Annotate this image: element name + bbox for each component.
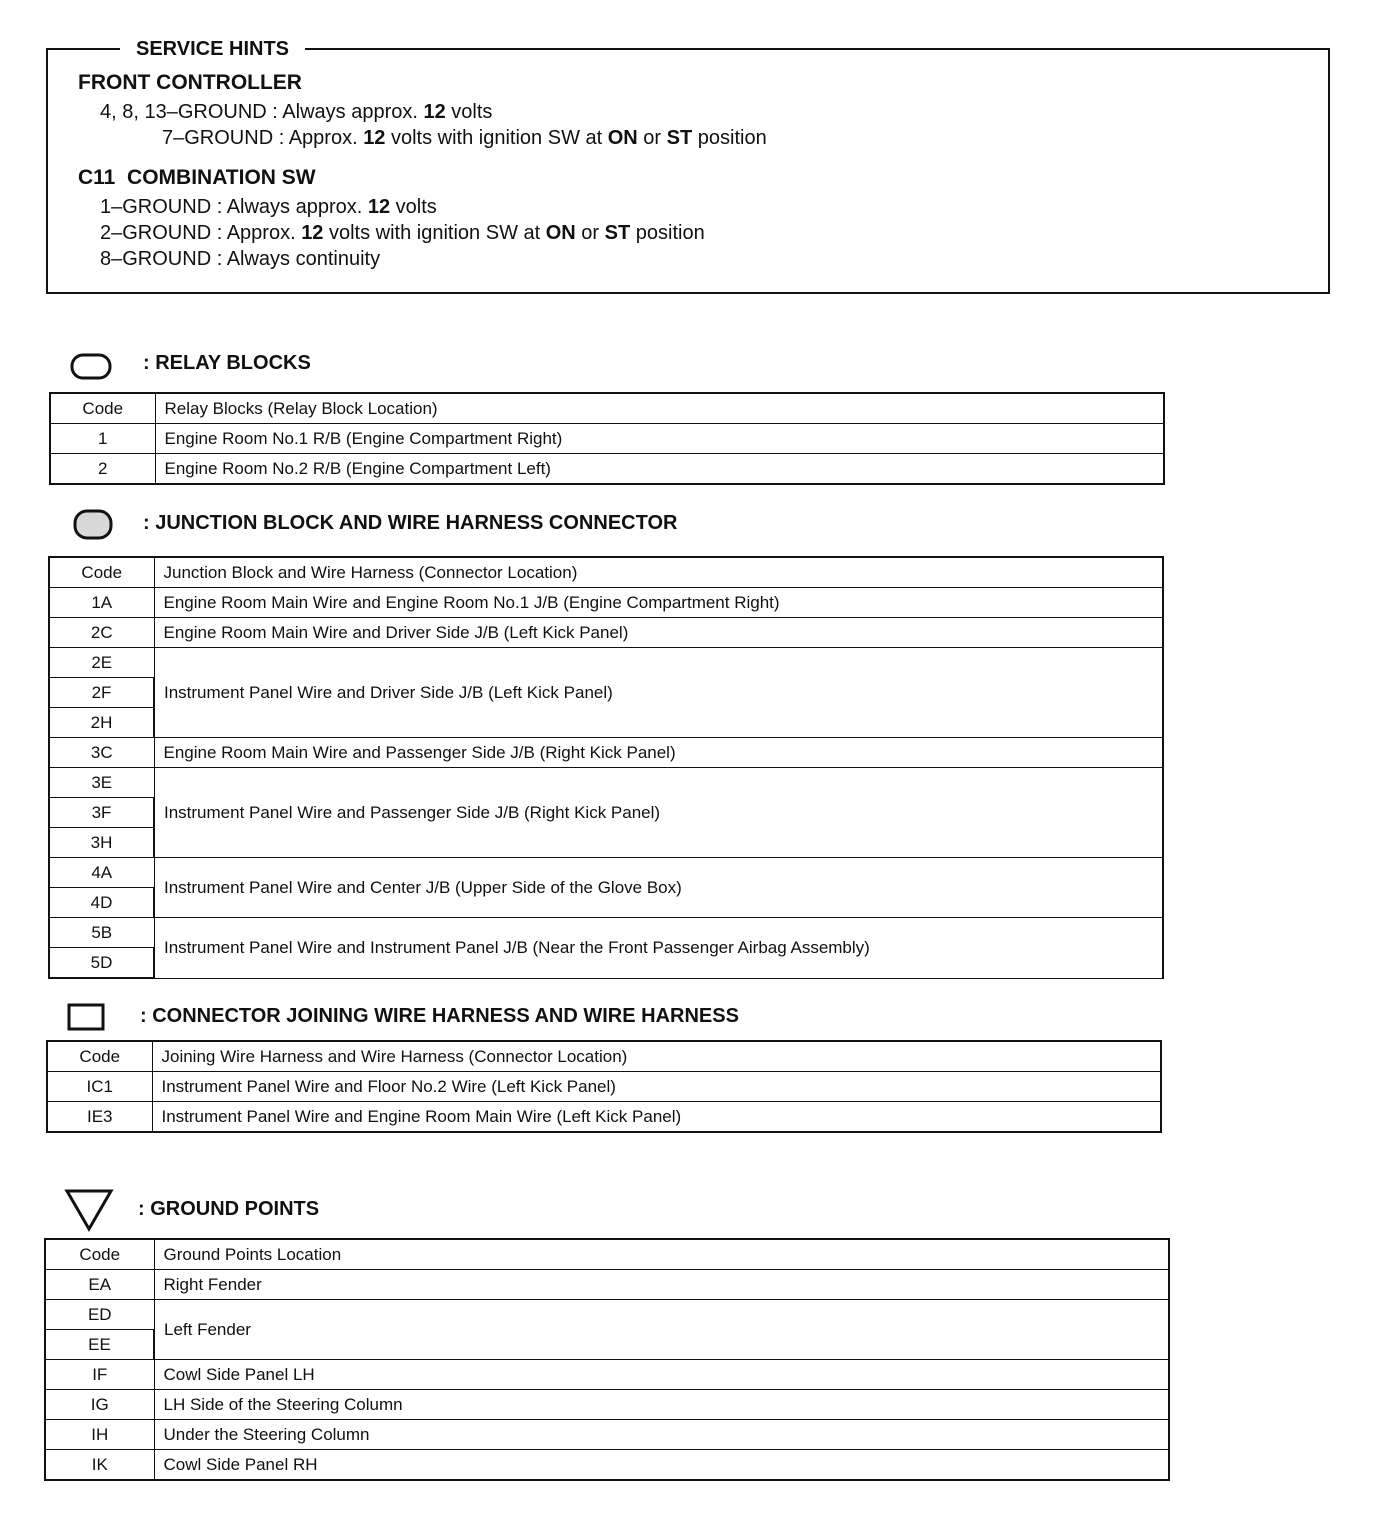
desc-cell: Instrument Panel Wire and Center J/B (Upper Side of the Glove Box) <box>154 858 1163 918</box>
code-cell: 2H <box>49 708 154 738</box>
code-cell: IK <box>45 1450 154 1481</box>
desc-cell: Engine Room Main Wire and Passenger Side J/B (Right Kick Panel) <box>154 738 1163 768</box>
table-row <box>49 588 1163 618</box>
desc-cell: Engine Room Main Wire and Engine Room No.1 J/B (Engine Compartment Right) <box>154 588 1163 618</box>
table-row <box>49 918 1163 948</box>
ground-points-table <box>44 1238 1170 1481</box>
desc-cell: Instrument Panel Wire and Driver Side J/B (Left Kick Panel) <box>154 648 1163 738</box>
table-row <box>49 858 1163 888</box>
code-cell: 2 <box>50 454 155 485</box>
table-row <box>49 648 1163 678</box>
desc-cell: Engine Room No.2 R/B (Engine Compartment Left) <box>155 454 1164 485</box>
desc-cell: Instrument Panel Wire and Passenger Side J/B (Right Kick Panel) <box>154 768 1163 858</box>
code-cell: 3C <box>49 738 154 768</box>
desc-cell: Under the Steering Column <box>154 1420 1169 1450</box>
desc-cell: Engine Room Main Wire and Driver Side J/B (Left Kick Panel) <box>154 618 1163 648</box>
hint-line: 1–GROUND : Always approx. 12 volts <box>100 196 437 218</box>
ground-point-symbol-icon <box>64 1188 114 1234</box>
desc-cell: Cowl Side Panel RH <box>154 1450 1169 1481</box>
code-cell: IG <box>45 1390 154 1420</box>
table-row <box>49 618 1163 648</box>
code-cell: EE <box>45 1330 154 1360</box>
code-cell: 2E <box>49 648 154 678</box>
code-cell: 1A <box>49 588 154 618</box>
junction-block-symbol-icon <box>72 508 116 542</box>
table-row <box>45 1360 1169 1390</box>
joining-connector-symbol-icon <box>66 1002 108 1032</box>
table-row <box>45 1450 1169 1481</box>
table-header-row <box>49 557 1163 588</box>
code-cell: IH <box>45 1420 154 1450</box>
joining-connectors-table <box>46 1040 1162 1133</box>
desc-cell: Cowl Side Panel LH <box>154 1360 1169 1390</box>
code-cell: 2F <box>49 678 154 708</box>
code-cell: IC1 <box>47 1072 152 1102</box>
hint-line: 8–GROUND : Always continuity <box>100 248 381 270</box>
code-cell: 3H <box>49 828 154 858</box>
relay-blocks-table <box>49 392 1165 485</box>
table-row <box>45 1390 1169 1420</box>
code-cell: EA <box>45 1270 154 1300</box>
table-row <box>49 768 1163 798</box>
table-header-row <box>47 1041 1161 1072</box>
service-hints-box <box>46 38 1330 294</box>
front-controller-heading: FRONT CONTROLLER <box>78 71 302 94</box>
code-cell: 3E <box>49 768 154 798</box>
hint-line: 4, 8, 13–GROUND : Always approx. 12 volts <box>100 101 493 123</box>
code-cell: 1 <box>50 424 155 454</box>
table-row <box>49 738 1163 768</box>
table-row <box>50 424 1164 454</box>
table-header-row <box>50 393 1164 424</box>
desc-header: Joining Wire Harness and Wire Harness (Connector Location) <box>152 1041 1161 1072</box>
table-row <box>45 1300 1169 1330</box>
table-row <box>47 1102 1161 1133</box>
table-row <box>45 1420 1169 1450</box>
code-header: Code <box>50 393 155 424</box>
code-cell: 2C <box>49 618 154 648</box>
desc-cell: Left Fender <box>154 1300 1169 1360</box>
ground-points-title: : GROUND POINTS <box>138 1198 320 1220</box>
code-header: Code <box>47 1041 152 1072</box>
desc-header: Junction Block and Wire Harness (Connector Location) <box>154 557 1163 588</box>
table-row <box>45 1270 1169 1300</box>
desc-cell: Instrument Panel Wire and Instrument Panel J/B (Near the Front Passenger Airbag Assembly) <box>154 918 1163 979</box>
desc-cell: Engine Room No.1 R/B (Engine Compartment Right) <box>155 424 1164 454</box>
joining-connectors-title: : CONNECTOR JOINING WIRE HARNESS AND WIRE HARNESS <box>140 1005 739 1027</box>
code-cell: IE3 <box>47 1102 152 1133</box>
desc-cell: Instrument Panel Wire and Engine Room Main Wire (Left Kick Panel) <box>152 1102 1161 1133</box>
table-row <box>47 1072 1161 1102</box>
desc-header: Relay Blocks (Relay Block Location) <box>155 393 1164 424</box>
code-cell: 4A <box>49 858 154 888</box>
code-header: Code <box>45 1239 154 1270</box>
code-cell: 5B <box>49 918 154 948</box>
desc-header: Ground Points Location <box>154 1239 1169 1270</box>
desc-cell: Right Fender <box>154 1270 1169 1300</box>
table-header-row <box>45 1239 1169 1270</box>
code-cell: ED <box>45 1300 154 1330</box>
junction-blocks-table <box>48 556 1164 979</box>
junction-blocks-title: : JUNCTION BLOCK AND WIRE HARNESS CONNECTOR <box>143 512 678 534</box>
desc-cell: LH Side of the Steering Column <box>154 1390 1169 1420</box>
code-cell: 4D <box>49 888 154 918</box>
hint-line: 2–GROUND : Approx. 12 volts with ignition SW at ON or ST position <box>100 222 705 244</box>
combination-sw-heading: C11 COMBINATION SW <box>78 166 316 189</box>
relay-block-symbol-icon <box>70 352 114 382</box>
table-row <box>50 454 1164 485</box>
code-header: Code <box>49 557 154 588</box>
code-cell: 3F <box>49 798 154 828</box>
service-hints-title: SERVICE HINTS <box>120 36 305 62</box>
code-cell: 5D <box>49 948 154 979</box>
hint-line: 7–GROUND : Approx. 12 volts with ignition SW at ON or ST position <box>162 127 767 149</box>
desc-cell: Instrument Panel Wire and Floor No.2 Wire (Left Kick Panel) <box>152 1072 1161 1102</box>
code-cell: IF <box>45 1360 154 1390</box>
relay-blocks-title: : RELAY BLOCKS <box>143 352 311 374</box>
